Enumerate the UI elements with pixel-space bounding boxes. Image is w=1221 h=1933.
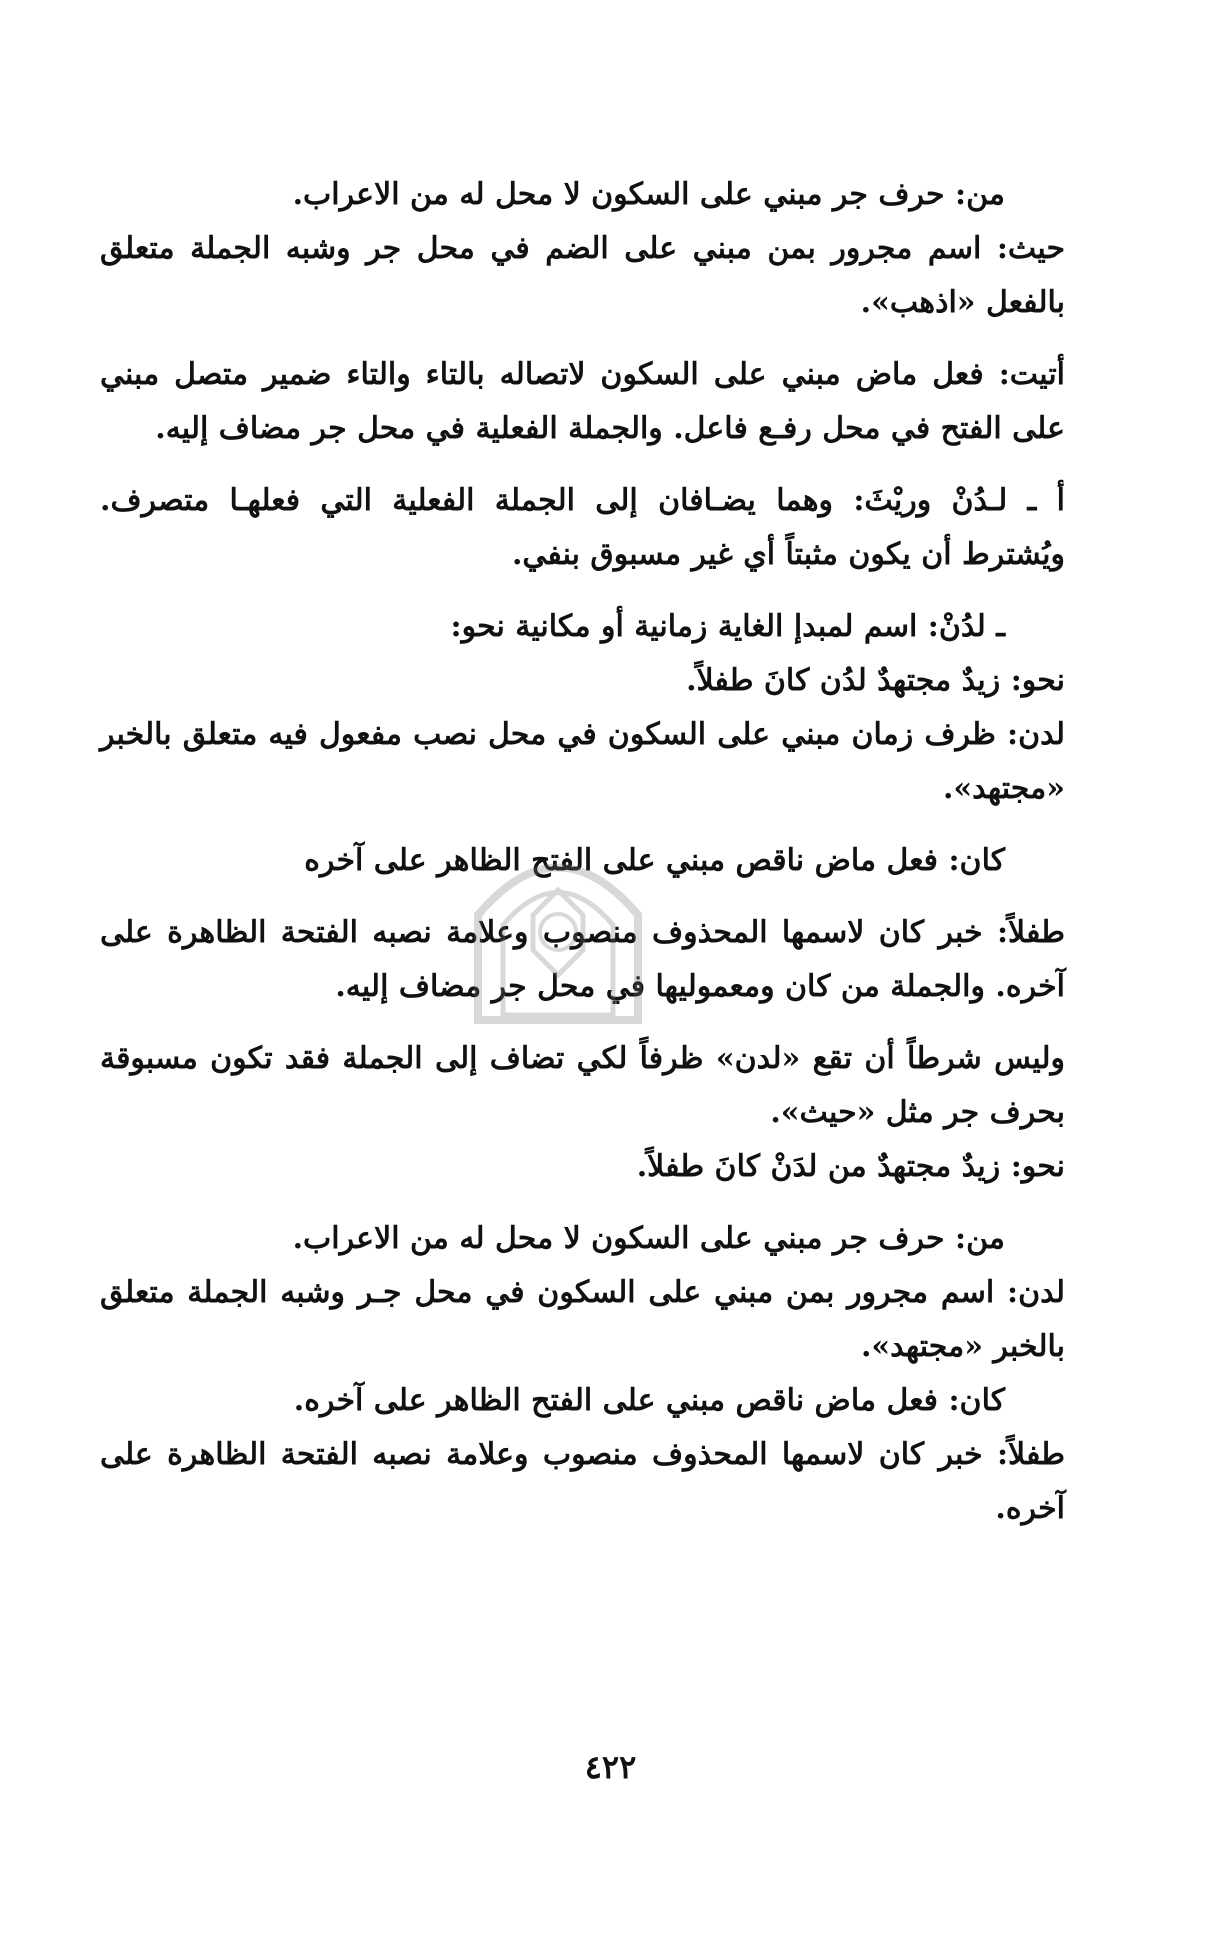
paragraph-ladun-zarf: لدن: ظرف زمان مبني على السكون في محل نصب مفعول فيه متعلق بالخبر «مجتهد». bbox=[100, 717, 1065, 806]
paragraph-tiflan-2: طفلاً: خبر كان لاسمها المحذوف منصوب وعلامة نصبه الفتحة الظاهرة على آخره. bbox=[100, 1437, 1065, 1526]
page-number: ٤٢٢ bbox=[584, 1748, 637, 1786]
paragraph-ataytu: أتيت: فعل ماض مبني على السكون لاتصاله بالتاء والتاء ضمير متصل مبني على الفتح في محل رفـع فاعل. والجملة الفعلية في محل جر مضاف إليه. bbox=[100, 357, 1065, 446]
paragraph-haythu: حيث: اسم مجرور بمن مبني على الضم في محل جر وشبه الجملة متعلق بالفعل «اذهب». bbox=[100, 231, 1065, 320]
paragraph-wa-laysa: وليس شرطاً أن تقع «لدن» ظرفاً لكي تضاف إلى الجملة فقد تكون مسبوقة بحرف جر مثل «حيث». bbox=[100, 1041, 1065, 1130]
paragraph-ladun-raytha: أ ـ لـدُنْ وريْثَ: وهما يضـافان إلى الجملة الفعلية التي فعلهـا متصرف. ويُشترط أن يكون مثبتاً أي غير مسبوق بنفي. bbox=[100, 483, 1065, 572]
example-2: نحو: زيدٌ مجتهدٌ من لدَنْ كانَ طفلاً. bbox=[636, 1149, 1065, 1184]
paragraph-ladun-definition: ـ لدُنْ: اسم لمبدإ الغاية زمانية أو مكانية نحو: bbox=[450, 609, 1005, 644]
paragraph-min-2: من: حرف جر مبني على السكون لا محل له من الاعراب. bbox=[292, 1221, 1005, 1256]
paragraph-min: من: حرف جر مبني على السكون لا محل له من الاعراب. bbox=[292, 177, 1005, 212]
paragraph-ladun-majrur: لدن: اسم مجرور بمن مبني على السكون في محل جـر وشبه الجملة متعلق بالخبر «مجتهد». bbox=[100, 1275, 1065, 1364]
paragraph-kana-1: كان: فعل ماض ناقص مبني على الفتح الظاهر على آخره bbox=[304, 843, 1005, 878]
paragraph-tiflan-1: طفلاً: خبر كان لاسمها المحذوف منصوب وعلامة نصبه الفتحة الظاهرة على آخره. والجملة من كان ومعموليها في محل جر مضاف إليه. bbox=[100, 915, 1065, 1004]
example-1: نحو: زيدٌ مجتهدٌ لدُن كانَ طفلاً. bbox=[686, 663, 1065, 698]
library-seal-watermark bbox=[448, 820, 668, 1030]
paragraph-kana-2: كان: فعل ماض ناقص مبني على الفتح الظاهر على آخره. bbox=[293, 1383, 1005, 1418]
